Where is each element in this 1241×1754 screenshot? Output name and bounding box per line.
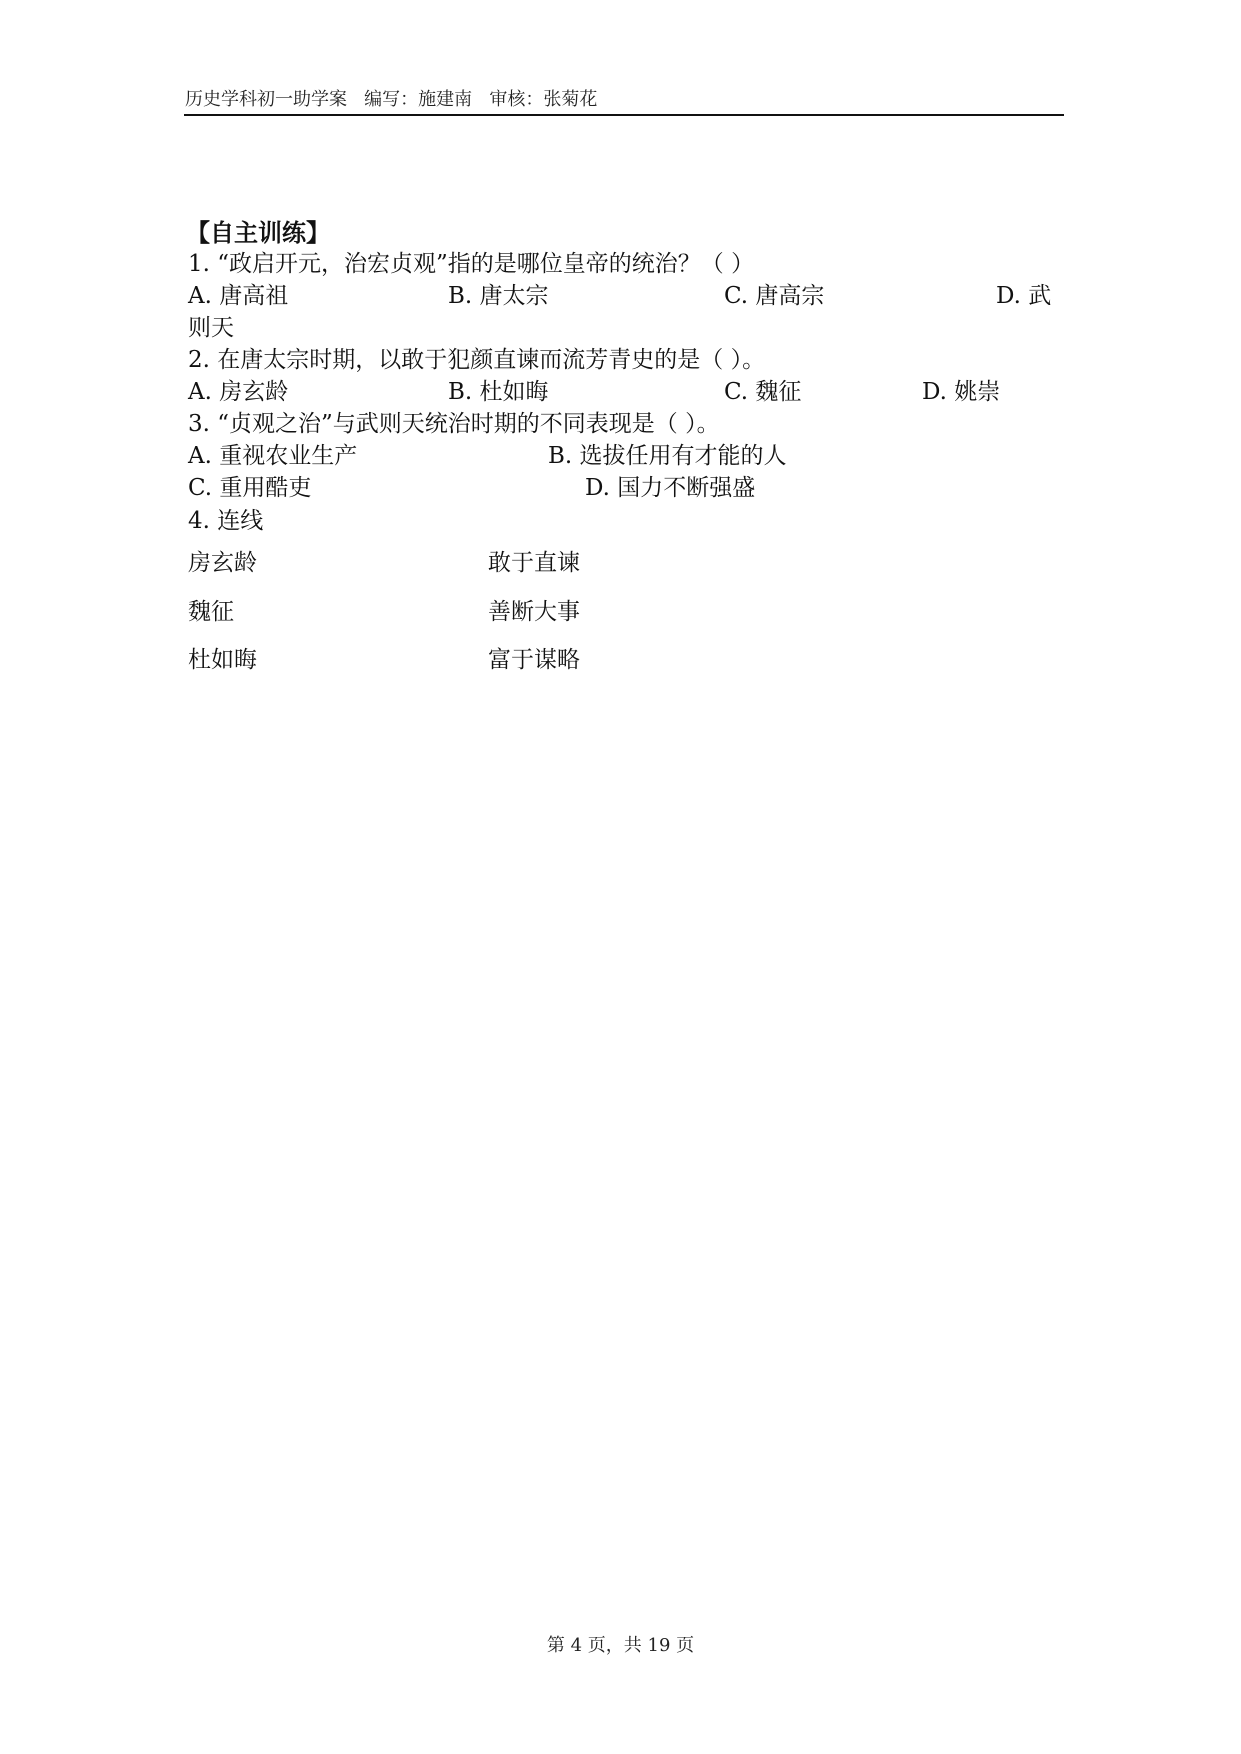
question-3-stem: 3. “贞观之治”与武则天统治时期的不同表现是（ ）。 [188, 411, 720, 437]
match-left-item: 魏征 [188, 599, 234, 625]
question-2-option-a: A. 房玄龄 [188, 379, 289, 405]
document-header: 历史学科初一助学案 编写：施建南 审核：张菊花 [185, 89, 598, 110]
match-right-item: 富于谋略 [488, 647, 580, 673]
question-1-stem: 1. “政启开元，治宏贞观”指的是哪位皇帝的统治？（ ） [188, 251, 755, 277]
question-3-option-d: D. 国力不断强盛 [585, 475, 756, 501]
question-4-stem: 4. 连线 [188, 508, 264, 534]
question-2-option-c: C. 魏征 [724, 379, 802, 405]
question-1-option-b: B. 唐太宗 [448, 283, 549, 309]
match-right-item: 敢于直谏 [488, 550, 580, 576]
question-1-option-c: C. 唐高宗 [724, 283, 825, 309]
question-2-stem: 2. 在唐太宗时期，以敢于犯颜直谏而流芳青史的是（ ）。 [188, 347, 766, 373]
question-2-option-d: D. 姚崇 [922, 379, 1001, 405]
question-1-option-d-wrap: 则天 [188, 315, 234, 341]
page-number: 第 4 页，共 19 页 [546, 1635, 695, 1656]
header-divider [184, 114, 1064, 116]
question-1-option-a: A. 唐高祖 [188, 283, 289, 309]
question-3-option-b: B. 选拔任用有才能的人 [548, 443, 787, 469]
question-3-option-a: A. 重视农业生产 [188, 443, 358, 469]
section-title: 【自主训练】 [186, 219, 330, 247]
question-2-option-b: B. 杜如晦 [448, 379, 549, 405]
match-right-item: 善断大事 [488, 599, 580, 625]
match-left-item: 房玄龄 [188, 550, 257, 576]
question-3-option-c: C. 重用酷吏 [188, 475, 312, 501]
match-left-item: 杜如晦 [188, 647, 257, 673]
question-1-option-d: D. 武 [996, 283, 1052, 309]
